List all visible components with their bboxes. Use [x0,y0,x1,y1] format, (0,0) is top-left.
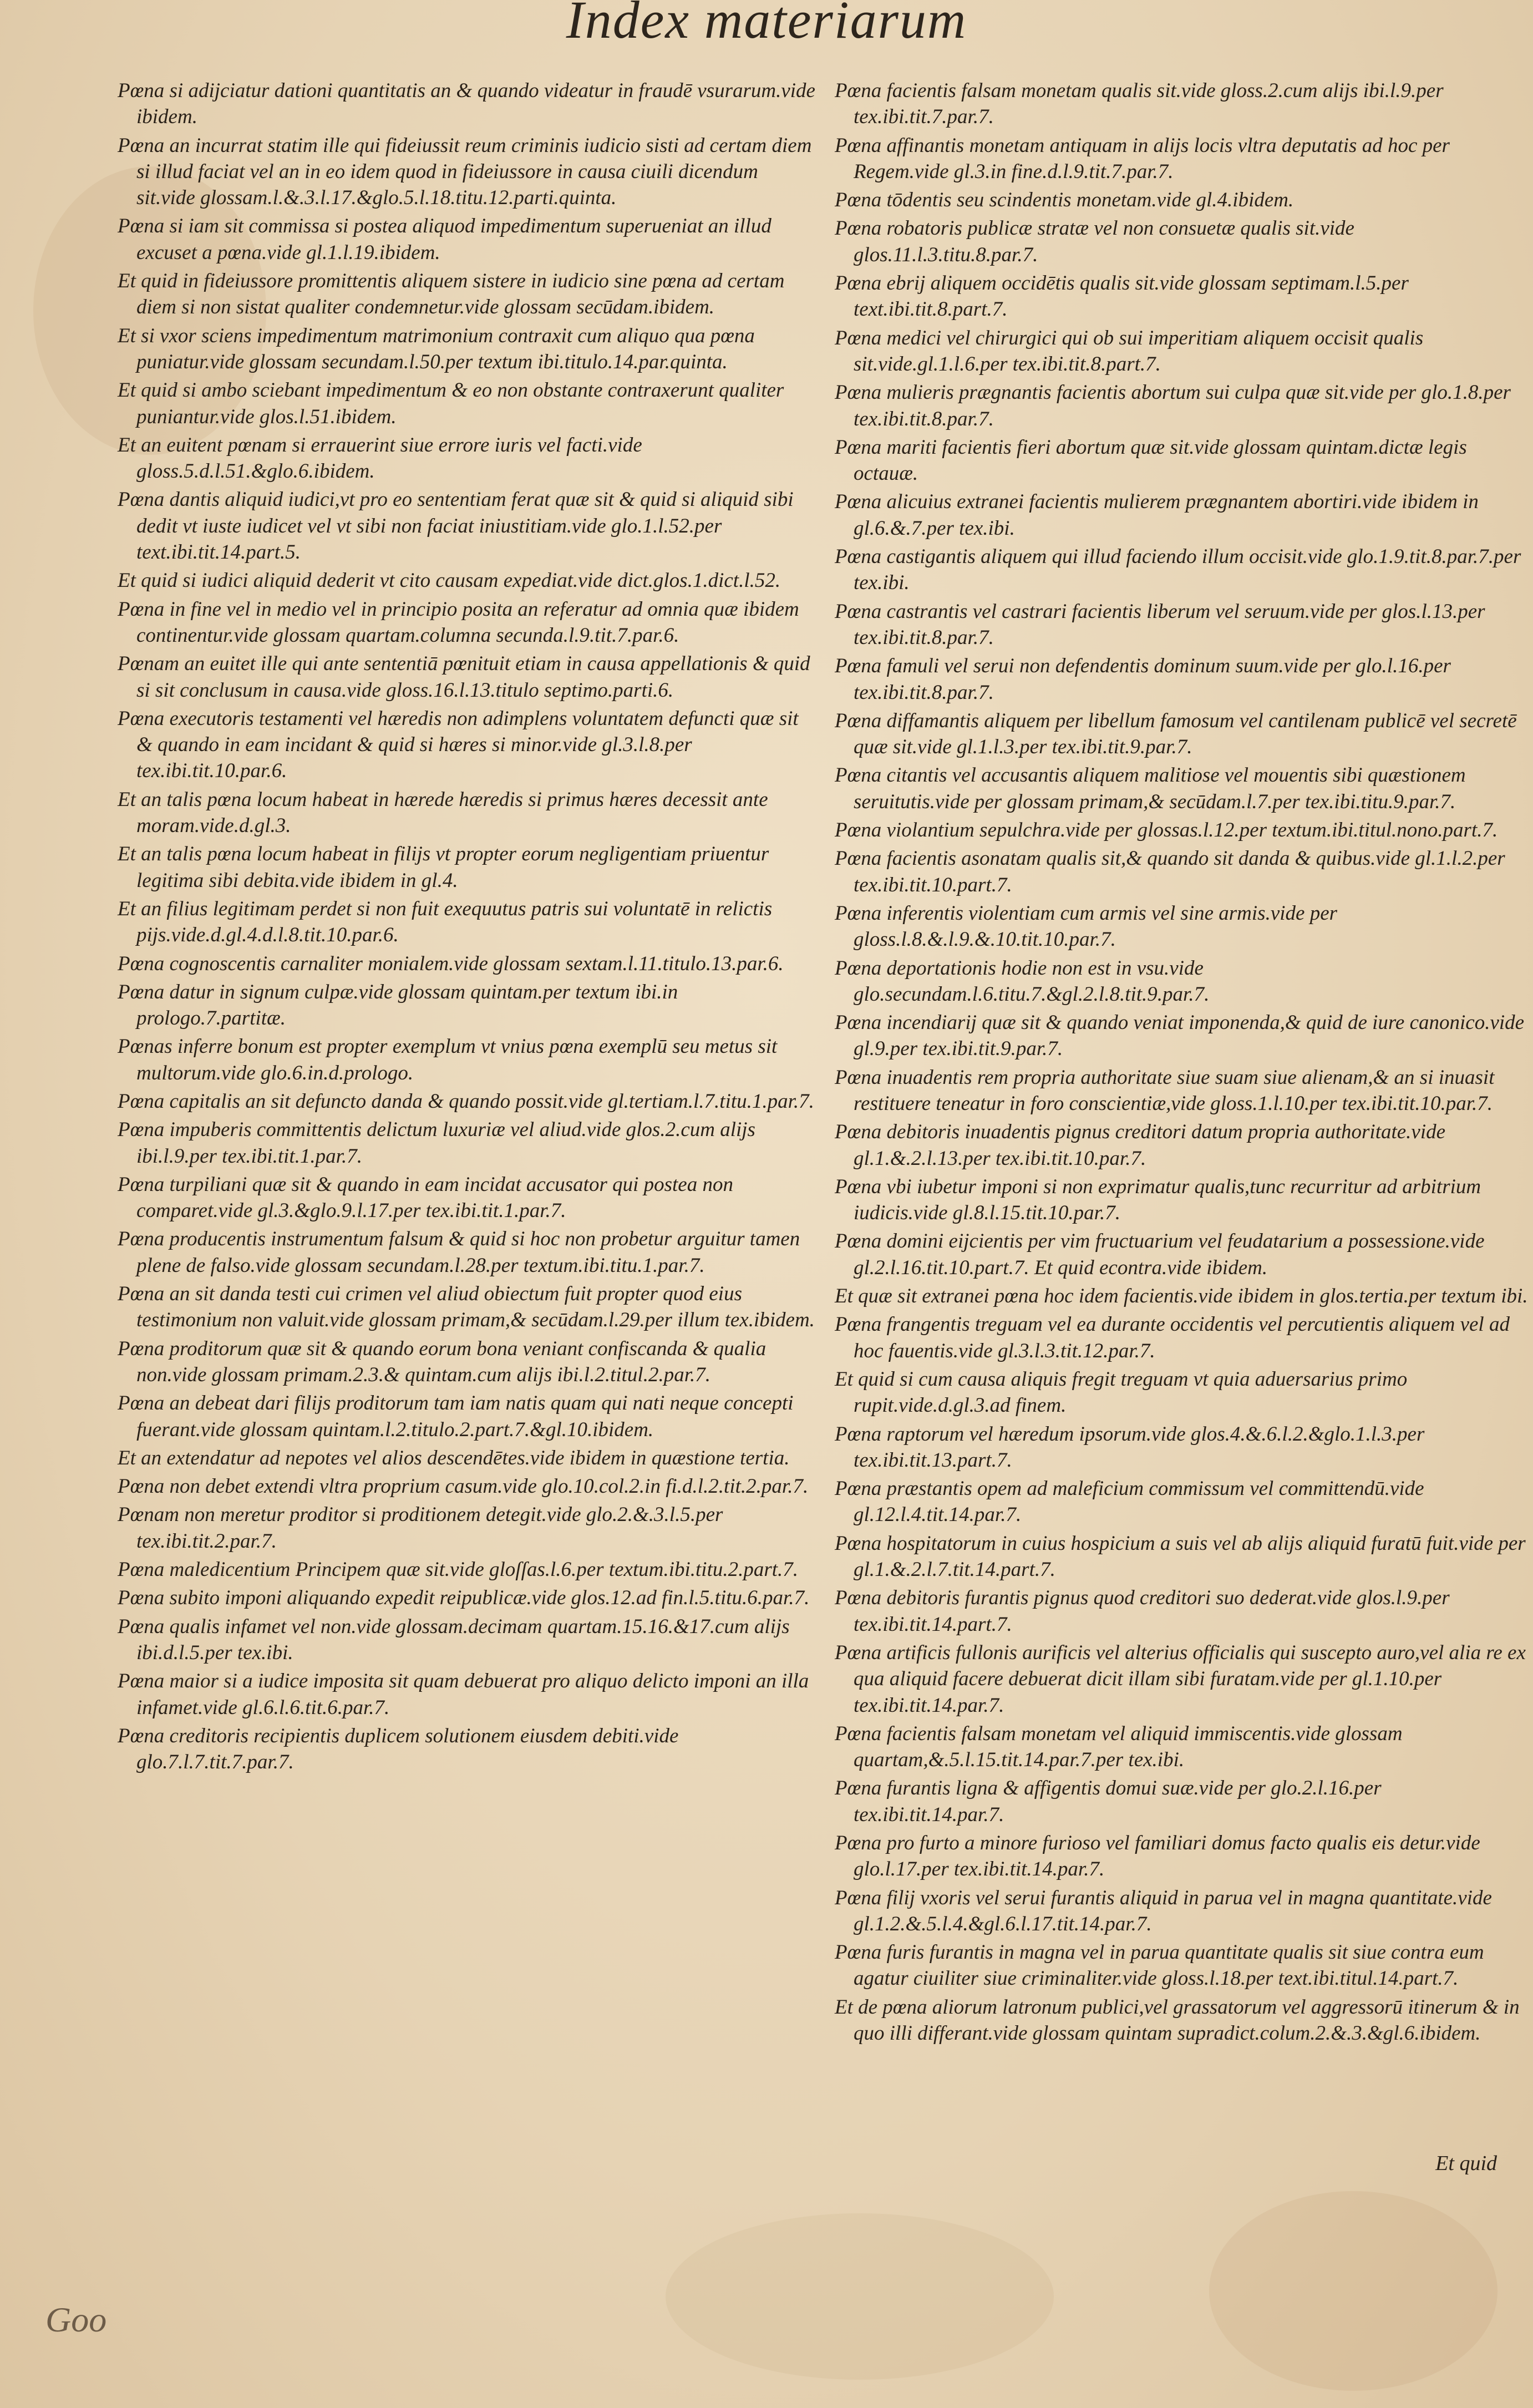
running-title: Index materiarum [566,0,967,49]
index-entry: Pœna medici vel chirurgici qui ob sui imperitiam aliquem occisit qualis sit.vide.gl.1.l.6.per tex.ibi.tit.8.part.7. [835,326,1424,376]
index-entry: Pœna capitalis an sit defuncto danda & quando possit.vide gl.tertiam.l.7.titu.1.par.7. [118,1089,814,1113]
index-entry: Pœna filij vxoris vel serui furantis aliquid in parua vel in magna quantitate.vide gl.1.2.&.5.l.4.&gl.6.l.17.tit.14.par.7. [835,1886,1492,1935]
index-entry: Pœna in fine vel in medio vel in principio posita an referatur ad omnia quæ ibidem continentur.vide glossam quartam.columna secunda.l.9.tit.7.par.6. [118,597,799,647]
index-entry: Pœna an debeat dari filijs proditorum tam iam natis quam qui nati neque concepti fuerant.vide glossam quintam.l.2.titulo.2.part.7.&gl.10.ibidem. [118,1392,794,1441]
index-entry: Et an filius legitimam perdet si non fuit exequutus patris sui voluntatē in relictis pijs.vide.d.gl.4.d.l.8.tit.10.par.6. [118,897,773,947]
index-entry: Pœna si iam sit commissa si postea aliquod impedimentum superueniat an illud excuset a pœna.vide gl.1.l.19.ibidem. [118,215,771,264]
index-entry: Pœna famuli vel serui non defendentis dominum suum.vide per glo.l.16.per tex.ibi.tit.8.par.7. [835,655,1451,704]
index-entry: Pœna alicuius extranei facientis mulierem prægnantem abortiri.vide ibidem in gl.6.&.7.per tex.ibi. [835,490,1479,540]
index-entry: Pœna cognoscentis carnaliter monialem.vide glossam sextam.l.11.titulo.13.par.6. [118,952,784,975]
index-entry: Et quid si ambo sciebant impedimentum & eo non obstante contraxerunt qualiter puniantur.vide glos.l.51.ibidem. [118,379,784,428]
index-entry: Pœna tōdentis seu scindentis monetam.vide gl.4.ibidem. [835,189,1294,212]
index-entry: Pœna proditorum quæ sit & quando eorum bona veniant confiscanda & qualia non.vide glossam primam.2.3.& quintam.cum alijs ibi.l.2.titul.2.par.7. [118,1337,766,1386]
index-entry: Pœna non debet extendi vltra proprium casum.vide glo.10.col.2.in fi.d.l.2.tit.2.par.7. [118,1475,809,1498]
left-column [118,78,819,1777]
index-entry: Pœna vbi iubetur imponi si non exprimatur qualis,tunc recurritur ad arbitrium iudicis.vide gl.8.l.15.tit.10.par.7. [835,1175,1481,1225]
index-entry: Et si vxor sciens impedimentum matrimonium contraxit cum aliquo qua pœna puniatur.vide glossam secundam.l.50.per textum ibi.titulo.14.par.quinta. [118,324,755,373]
index-entry: Pœna ebrij aliquem occidētis qualis sit.vide glossam septimam.l.5.per text.ibi.tit.8.part.7. [835,272,1409,321]
index-entry: Pœna pro furto a minore furioso vel familiari domus facto qualis eis detur.vide glo.l.17.per tex.ibi.tit.14.par.7. [835,1832,1480,1881]
catchword: Et quid [1435,2152,1497,2175]
index-entry: Et de pœna aliorum latronum publici,vel grassatorum vel aggressorū itinerum & in quo illi differant.vide glossam quintam supradict.colum.2.&.3.&gl.6.ibidem. [835,1995,1520,2045]
index-entry: Pœna an sit danda testi cui crimen vel aliud obiectum fuit propter quod eius testimonium non valuit.vide glossam primam,& secūdam.l.29.per illum tex.ibidem. [118,1282,815,1332]
index-entry: Pœna turpiliani quæ sit & quando in eam incidat accusator qui postea non comparet.vide gl.3.&glo.9.l.17.per tex.ibi.tit.1.par.7. [118,1173,733,1223]
index-entry: Pœna præstantis opem ad maleficium commissum vel committendū.vide gl.12.l.4.tit.14.par.7. [835,1477,1424,1527]
index-entry: Pœna executoris testamenti vel hæredis non adimplens voluntatem defuncti quæ sit & quando in eam incidant & quid si hæres si minor.vide gl.3.l.8.per tex.ibi.tit.10.par.6. [118,707,799,783]
index-entry: Et an euitent pœnam si errauerint siue errore iuris vel facti.vide gloss.5.d.l.51.&glo.6.ibidem. [118,433,642,483]
index-entry: Pœna affinantis monetam antiquam in alijs locis vltra deputatis ad hoc per Regem.vide gl.3.in fine.d.l.9.tit.7.par.7. [835,134,1450,183]
index-entry: Pœna violantium sepulchra.vide per glossas.l.12.per textum.ibi.titul.nono.part.7. [835,819,1498,842]
index-entry: Pœna mulieris prægnantis facientis abortum sui culpa quæ sit.vide per glo.1.8.per tex.ibi.tit.8.par.7. [835,381,1511,430]
index-entry: Pœna impuberis committentis delictum luxuriæ vel aliud.vide glos.2.cum alijs ibi.l.9.per tex.ibi.tit.1.par.7. [118,1118,755,1168]
index-entry: Et an talis pœna locum habeat in filijs vt propter eorum negligentiam priuentur legitima sibi debita.vide ibidem in gl.4. [118,843,769,892]
index-entry: Pœna an incurrat statim ille qui fideiussit reum criminis iudicio sisti ad certam diem si illud faciat vel an in eo idem quod in fideiussore in causa ciuili dicendum sit.vide glossam.l.&.3.l.17.&glo.5.l.18.titu.12.parti.quinta. [118,134,812,210]
index-entry: Pœna robatoris publicæ stratæ vel non consuetæ qualis sit.vide glos.11.l.3.titu.8.par.7. [835,217,1354,266]
index-entry: Pœna citantis vel accusantis aliquem malitiose vel mouentis sibi quæstionem seruitutis.vide per glossam primam,& secūdam.l.7.per tex.ibi.titu.9.par.7. [835,764,1466,813]
index-entry: Pœna dantis aliquid iudici,vt pro eo sententiam ferat quæ sit & quid si aliquid sibi dedit vt iuste iudicet vel vt sibi non faciat iniustitiam.vide glo.1.l.52.per text.ibi.tit.14.part.5. [118,488,794,564]
index-entry: Pœna incendiarij quæ sit & quando veniat imponenda,& quid de iure canonico.vide gl.9.per tex.ibi.tit.9.par.7. [835,1011,1525,1061]
index-entry: Et quid si iudici aliquid dederit vt cito causam expediat.vide dict.glos.1.dict.l.52. [118,569,781,592]
folio-mark: Goo [45,2300,107,2339]
index-entry: Pœnam an euitet ille qui ante sententiā pœnituit etiam in causa appellationis & quid si sit conclusum in causa.vide gloss.16.l.13.titulo septimo.parti.6. [118,652,810,702]
index-entry: Pœnam non meretur proditor si proditionem detegit.vide glo.2.&.3.l.5.per tex.ibi.tit.2.par.7. [118,1503,723,1553]
index-entry: Pœna hospitatorum in cuius hospicium a suis vel ab alijs aliquid furatū fuit.vide per gl.1.&.2.l.7.tit.14.part.7. [835,1532,1526,1581]
index-entry: Et an extendatur ad nepotes vel alios descendētes.vide ibidem in quæstione tertia. [118,1446,790,1469]
index-entry: Et quæ sit extranei pœna hoc idem facientis.vide ibidem in glos.tertia.per textum ibi. [835,1285,1528,1308]
index-entry: Pœna facientis falsam monetam qualis sit.vide gloss.2.cum alijs ibi.l.9.per tex.ibi.tit.7.par.7. [835,79,1444,129]
index-entry: Pœna si adijciatur dationi quantitatis an & quando videatur in fraudē vsurarum.vide ibidem. [118,79,815,129]
index-entry: Pœna maior si a iudice imposita sit quam debuerat pro aliquo delicto imponi an illa infamet.vide gl.6.l.6.tit.6.par.7. [118,1670,809,1719]
index-entry: Pœna castigantis aliquem qui illud faciendo illum occisit.vide glo.1.9.tit.8.par.7.per tex.ibi. [835,545,1521,595]
index-entry: Pœna castrantis vel castrari facientis liberum vel seruum.vide per glos.l.13.per tex.ibi.tit.8.par.7. [835,600,1485,649]
index-entry: Pœna frangentis treguam vel ea durante occidentis vel percutientis aliquem vel ad hoc fauentis.vide gl.3.l.3.tit.12.par.7. [835,1313,1510,1362]
index-entry: Et quid in fideiussore promittentis aliquem sistere in iudicio sine pœna ad certam diem si non sistat qualiter condemnetur.vide glossam secūdam.ibidem. [118,270,785,319]
index-entry: Pœna mariti facientis fieri abortum quæ sit.vide glossam quintam.dictæ legis octauæ. [835,435,1467,485]
index-entry: Pœna diffamantis aliquem per libellum famosum vel cantilenam publicē vel secretē quæ sit.vide gl.1.l.3.per tex.ibi.tit.9.par.7. [835,709,1517,759]
index-entry: Pœna debitoris inuadentis pignus creditori datum propria authoritate.vide gl.1.&.2.l.13.per tex.ibi.tit.10.par.7. [835,1121,1446,1170]
index-entry: Pœna facientis asonatam qualis sit,& quando sit danda & quibus.vide gl.1.l.2.per tex.ibi.tit.10.part.7. [835,847,1505,896]
index-entry: Et an talis pœna locum habeat in hærede hæredis si primus hæres decessit ante moram.vide.d.gl.3. [118,788,768,838]
index-entry: Pœna artificis fullonis aurificis vel alterius officialis qui suscepto auro,vel alia re ex qua aliquid facere debuerat dicit illam sibi furatam.vide per gl.1.10.per tex.ibi.tit.14.par.7. [835,1641,1526,1717]
index-entry: Pœna debitoris furantis pignus quod creditori suo dederat.vide glos.l.9.per tex.ibi.tit.14.part.7. [835,1586,1450,1636]
paper-stain [666,2213,1054,2380]
index-entry: Pœna subito imponi aliquando expedit reipublicæ.vide glos.12.ad fin.l.5.titu.6.par.7. [118,1586,810,1610]
index-entry: Pœna qualis infamet vel non.vide glossam.decimam quartam.15.16.&17.cum alijs ibi.d.l.5.per tex.ibi. [118,1615,790,1664]
index-entry: Pœna deportationis hodie non est in vsu.vide glo.secundam.l.6.titu.7.&gl.2.l.8.tit.9.par.7. [835,956,1210,1006]
index-entry: Pœna furantis ligna & affigentis domui suæ.vide per glo.2.l.16.per tex.ibi.tit.14.par.7. [835,1777,1382,1826]
index-entry: Pœna maledicentium Principem quæ sit.vide gloſſas.l.6.per textum.ibi.titu.2.part.7. [118,1558,799,1581]
index-entry: Pœna inuadentis rem propria authoritate siue suam siue alienam,& an si inuasit restituere teneatur in foro conscientiæ,vide gloss.1.l.10.per tex.ibi.tit.10.par.7. [835,1066,1495,1115]
index-entry: Pœna raptorum vel hæredum ipsorum.vide glos.4.&.6.l.2.&glo.1.l.3.per tex.ibi.tit.13.part.7. [835,1422,1425,1472]
index-entry: Pœna furis furantis in magna vel in parua quantitate qualis sit siue contra eum agatur ciuiliter siue criminaliter.vide gloss.l.18.per text.ibi.titul.14.part.7. [835,1941,1484,1990]
index-entry: Pœna inferentis violentiam cum armis vel sine armis.vide per gloss.l.8.&.l.9.&.10.tit.10.par.7. [835,901,1338,951]
right-column [835,78,1533,2049]
index-entry: Et quid si cum causa aliquis fregit treguam vt quia aduersarius primo rupit.vide.d.gl.3.ad finem. [835,1367,1408,1417]
index-entry: Pœnas inferre bonum est propter exemplum vt vnius pœna exemplū seu metus sit multorum.vide glo.6.in.d.prologo. [118,1035,778,1084]
index-entry: Pœna creditoris recipientis duplicem solutionem eiusdem debiti.vide glo.7.l.7.tit.7.par.7. [118,1724,679,1774]
paper-stain [1209,2191,1498,2391]
index-entry: Pœna producentis instrumentum falsum & quid si hoc non probetur arguitur tamen plene de falso.vide glossam secundam.l.28.per textum.ibi.titu.1.par.7. [118,1228,800,1277]
index-entry: Pœna datur in signum culpæ.vide glossam quintam.per textum ibi.in prologo.7.partitæ. [118,980,678,1030]
index-entry: Pœna facientis falsam monetam vel aliquid immiscentis.vide glossam quartam,&.5.l.15.tit.14.par.7.per tex.ibi. [835,1722,1403,1772]
index-entry: Pœna domini eijcientis per vim fructuarium vel feudatarium a possessione.vide gl.2.l.16.tit.10.part.7. Et quid econtra.vide ibidem. [835,1230,1485,1279]
